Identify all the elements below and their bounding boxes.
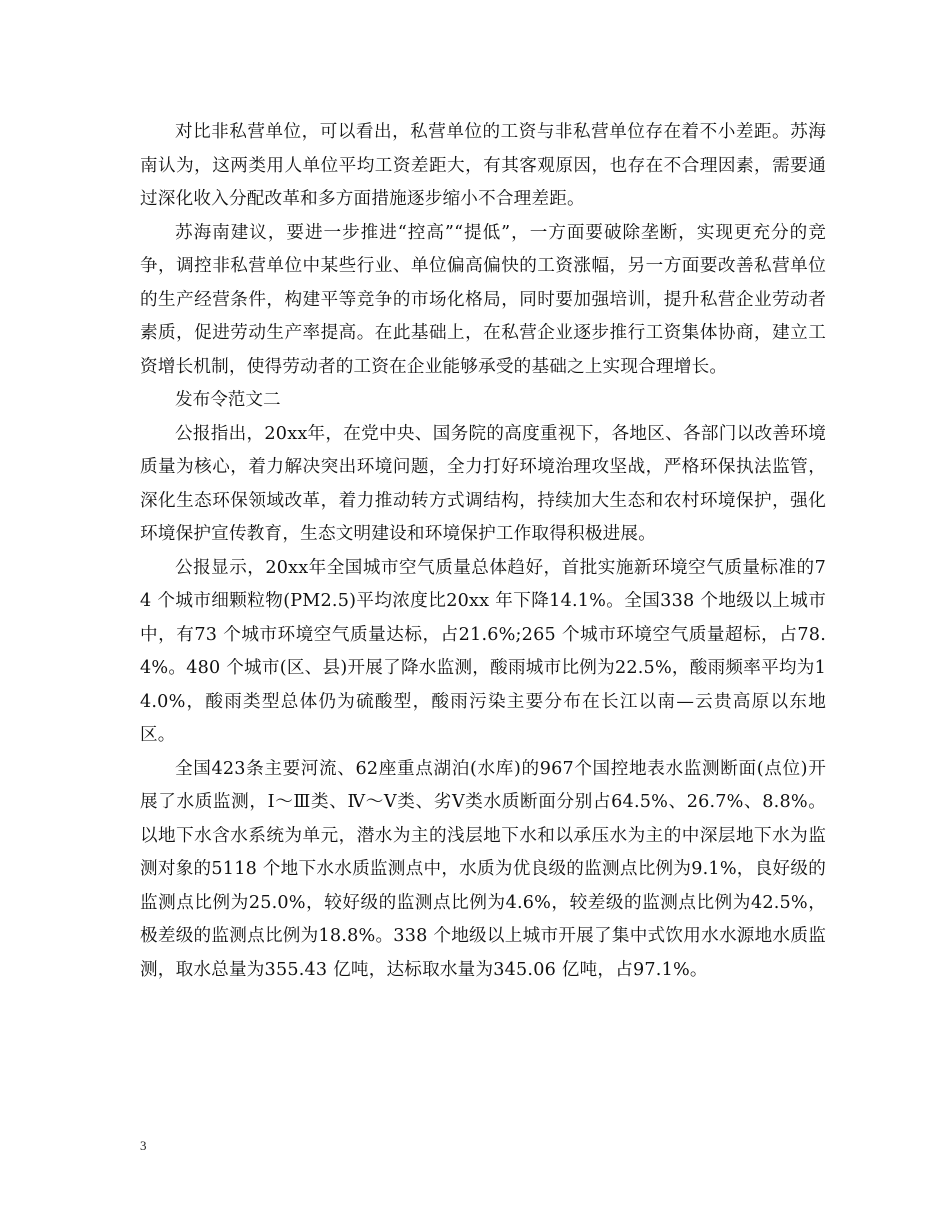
paragraph-suggestion: 苏海南建议，要进一步推进“控高”“提低”，一方面要破除垄断，实现更充分的竞争，调控非私营单位中某些行业、单位偏高偏快的工资涨幅，另一方面要改善私营单位的生产经营条件，构建平等竞争的市场化格局，同时要加强培训，提升私营企业劳动者素质，促进劳动生产率提高。在此基础上，在私营企业逐步推行工资集体协商，建立工资增长机制，使得劳动者的工资在企业能够承受的基础之上实现合理增长。 xyxy=(140,222,826,377)
section-heading: 发布令范文二 xyxy=(175,390,281,410)
page-number: 3 xyxy=(140,1138,147,1153)
document-body xyxy=(140,116,826,987)
paragraph-air-quality: 公报显示，20xx年全国城市空气质量总体趋好，首批实施新环境空气质量标准的74 个城市细颗粒物(PM2.5)平均浓度比20xx 年下降14.1%。全国338 个地级以上城市中，有73 个城市环境空气质量达标，占21.6%;265 个城市环境空气质量超标，占78.4%。480 个城市(区、县)开展了降水监测，酸雨城市比例为22.5%，酸雨频率平均为14.0%，酸雨类型总体仍为硫酸型，酸雨污染主要分布在长江以南—云贵高原以东地区。 xyxy=(140,557,826,745)
paragraph-water-quality: 全国423条主要河流、62座重点湖泊(水库)的967个国控地表水监测断面(点位)开展了水质监测，Ⅰ～Ⅲ类、Ⅳ～Ⅴ类、劣Ⅴ类水质断面分别占64.5%、26.7%、8.8%。以地下水含水系统为单元，潜水为主的浅层地下水和以承压水为主的中深层地下水为监测对象的5118 个地下水水质监测点中，水质为优良级的监测点比例为9.1%，良好级的监测点比例为25.0%，较好级的监测点比例为4.6%，较差级的监测点比例为42.5%，极差级的监测点比例为18.8%。338 个地级以上城市开展了集中式饮用水水源地水质监测，取水总量为355.43 亿吨，达标取水量为345.06 亿吨，占97.1%。 xyxy=(140,758,826,980)
paragraph-bulletin-intro: 公报指出，20xx年，在党中央、国务院的高度重视下，各地区、各部门以改善环境质量为核心，着力解决突出环境问题，全力打好环境治理攻坚战，严格环保执法监管，深化生态环保领域改革，着力推动转方式调结构，持续加大生态和农村环境保护，强化环境保护宣传教育，生态文明建设和环境保护工作取得积极进展。 xyxy=(140,423,826,544)
paragraph-wage-gap: 对比非私营单位，可以看出，私营单位的工资与非私营单位存在着不小差距。苏海南认为，这两类用人单位平均工资差距大，有其客观原因，也存在不合理因素，需要通过深化收入分配改革和多方面措施逐步缩小不合理差距。 xyxy=(140,122,826,209)
